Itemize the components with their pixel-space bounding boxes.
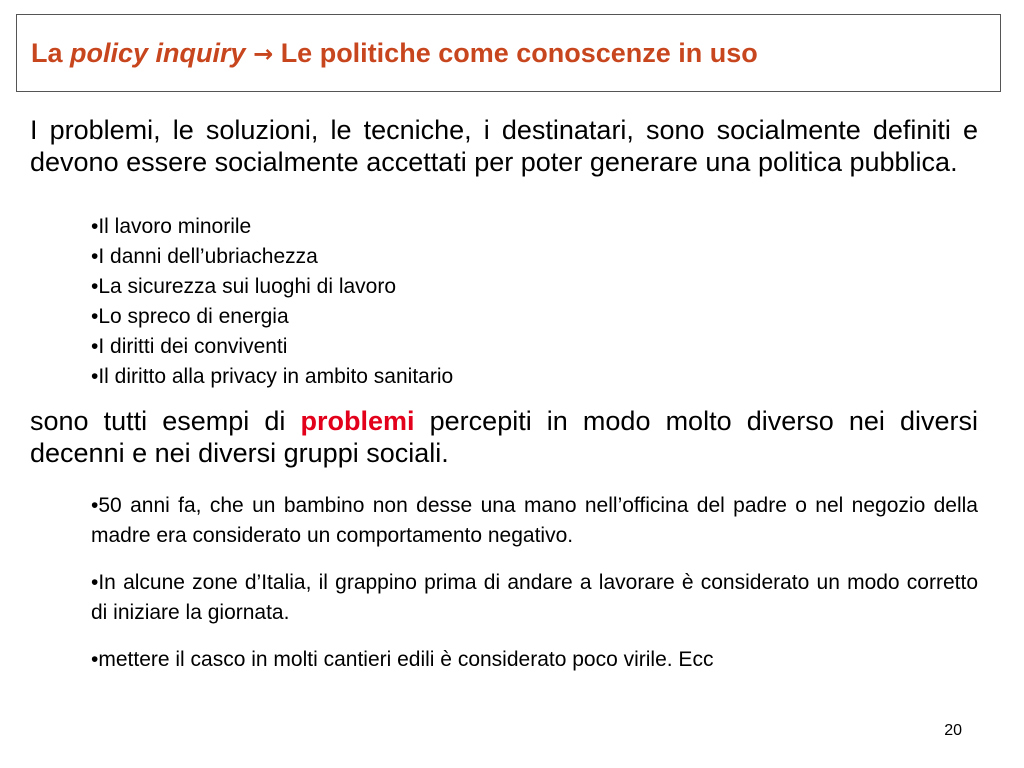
list-item: •Il lavoro minorile <box>91 215 252 238</box>
title-italic: policy inquiry <box>70 38 246 68</box>
title-prefix: La <box>31 38 71 68</box>
arrow-right-icon: → <box>253 40 274 68</box>
list-item: •Il diritto alla privacy in ambito sanitario <box>91 365 454 388</box>
conclusion-before: sono tutti esempi di <box>30 406 301 436</box>
cases-list <box>91 491 978 692</box>
page-number: 20 <box>944 722 962 739</box>
list-item: •Lo spreco di energia <box>91 305 289 328</box>
intro-paragraph: I problemi, le soluzioni, le tecniche, i destinatari, sono socialmente definiti e devono essere socialmente accettati per poter generare una politica pubblica. <box>30 115 978 177</box>
list-item: •mettere il casco in molti cantieri edili è considerato poco virile. Ecc <box>91 648 714 671</box>
list-item: •I danni dell’ubriachezza <box>91 245 318 268</box>
problemi-highlight: problemi <box>300 406 415 436</box>
slide-title <box>31 37 758 70</box>
title-box <box>16 14 1001 92</box>
examples-list <box>91 212 453 392</box>
list-item: •I diritti dei conviventi <box>91 335 288 358</box>
list-item: •In alcune zone d’Italia, il grappino prima di andare a lavorare è considerato un modo corretto di iniziare la giornata. <box>91 571 978 624</box>
title-rest: Le politiche come conoscenze in uso <box>280 38 758 68</box>
list-item: •La sicurezza sui luoghi di lavoro <box>91 275 397 298</box>
conclusion-after: percepiti in modo molto diverso nei diversi decenni e nei diversi gruppi sociali. <box>30 406 978 468</box>
list-item: •50 anni fa, che un bambino non desse una mano nell’officina del padre o nel negozio della madre era considerato un comportamento negativo. <box>91 494 978 547</box>
conclusion-paragraph <box>30 405 978 469</box>
